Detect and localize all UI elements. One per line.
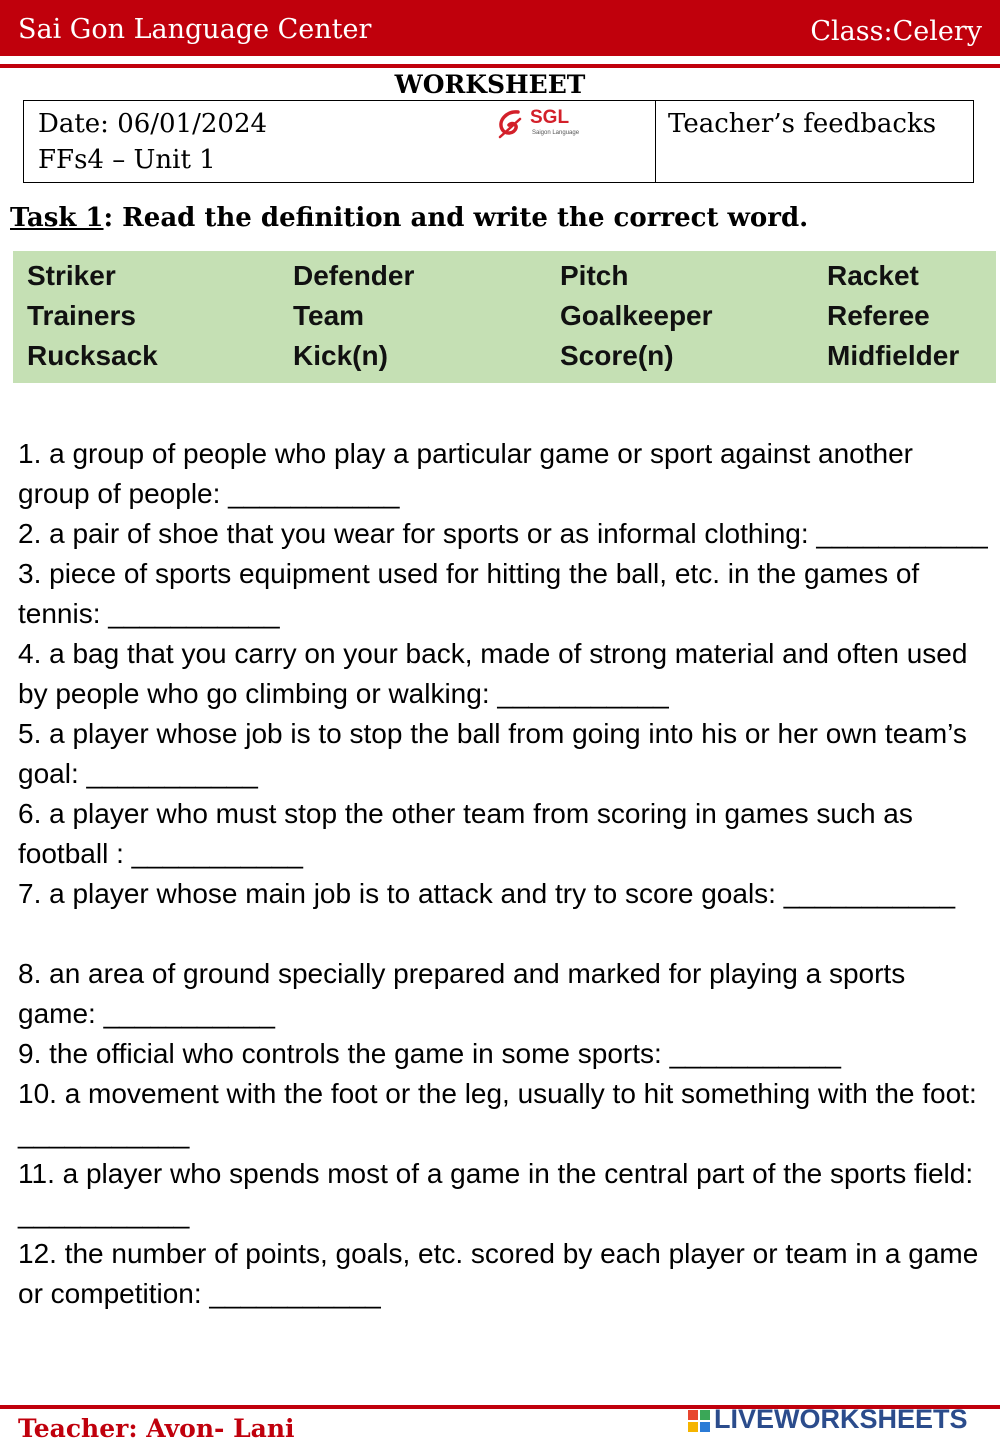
question-text: 4. a bag that you carry on your back, made of strong material and often used by people who go climbing or walking: xyxy=(18,638,968,709)
question-item xyxy=(18,1034,988,1074)
word-bank-item: Score(n) xyxy=(560,340,674,371)
question-text: 3. piece of sports equipment used for hitting the ball, etc. in the games of tennis: xyxy=(18,558,920,629)
question-text: 5. a player whose job is to stop the ball from going into his or her own team’s goal: xyxy=(18,718,967,789)
question-item xyxy=(18,1234,988,1314)
word-bank-item: Defender xyxy=(293,260,415,291)
answer-blank[interactable]: ___________ xyxy=(18,1198,190,1229)
info-left-cell xyxy=(24,101,656,182)
word-bank-item: Racket xyxy=(827,260,919,291)
question-item xyxy=(18,434,988,514)
question-text: 11. a player who spends most of a game in the central part of the sports field: xyxy=(18,1158,974,1189)
answer-blank[interactable]: ___________ xyxy=(209,1278,381,1309)
question-text: 8. an area of ground specially prepared and marked for playing a sports game: xyxy=(18,958,906,1029)
answer-blank[interactable]: ___________ xyxy=(86,758,258,789)
question-list xyxy=(18,434,988,1314)
sgl-logo xyxy=(494,107,594,143)
question-text: 9. the official who controls the game in some sports: xyxy=(18,1038,662,1069)
question-text: 7. a player whose main job is to attack and try to score goals: xyxy=(18,878,776,909)
word-bank-item: Trainers xyxy=(27,300,136,331)
info-box xyxy=(23,100,974,183)
question-text: 12. the number of points, goals, etc. scored by each player or team in a game or competition: xyxy=(18,1238,979,1309)
logo-swirl-icon xyxy=(494,107,528,141)
task-heading xyxy=(10,203,808,233)
question-item xyxy=(18,514,988,554)
word-bank-item: Kick(n) xyxy=(293,340,388,371)
answer-blank[interactable]: ___________ xyxy=(816,518,988,549)
answer-blank[interactable]: ___________ xyxy=(103,998,275,1029)
answer-blank[interactable]: ___________ xyxy=(108,598,280,629)
task-instruction: : Read the definition and write the correct word. xyxy=(103,203,809,233)
question-item xyxy=(18,634,988,714)
answer-blank[interactable]: ___________ xyxy=(497,678,669,709)
answer-blank[interactable]: ___________ xyxy=(783,878,956,909)
word-bank-item: Referee xyxy=(827,300,930,331)
class-label: Class:Celery xyxy=(810,16,982,47)
question-text: 2. a pair of shoe that you wear for sports or as informal clothing: xyxy=(18,518,809,549)
word-bank-item: Goalkeeper xyxy=(560,300,713,331)
question-item xyxy=(18,954,988,1034)
liveworksheets-grid-icon xyxy=(688,1410,710,1432)
logo-text: SGL xyxy=(530,107,570,128)
answer-blank[interactable]: ___________ xyxy=(18,1118,190,1149)
header-divider xyxy=(0,64,1000,68)
word-bank-item: Striker xyxy=(27,260,116,291)
task-label: Task 1 xyxy=(10,203,104,233)
question-text: 10. a movement with the foot or the leg, usually to hit something with the foot: xyxy=(18,1078,977,1109)
answer-blank[interactable]: ___________ xyxy=(669,1038,841,1069)
answer-blank[interactable]: ___________ xyxy=(131,838,303,869)
word-bank-item: Midfielder xyxy=(827,340,960,371)
question-item xyxy=(18,554,988,634)
word-bank xyxy=(13,251,996,383)
answer-blank[interactable]: ___________ xyxy=(228,478,400,509)
question-item xyxy=(18,794,988,874)
word-bank-item: Rucksack xyxy=(27,340,158,371)
question-spacer xyxy=(18,914,988,954)
center-name: Sai Gon Language Center xyxy=(18,14,372,45)
worksheet-title: WORKSHEET xyxy=(394,70,586,99)
question-item xyxy=(18,874,988,914)
liveworksheets-logo xyxy=(688,1404,988,1438)
question-text: 6. a player who must stop the other team from scoring in games such as football : xyxy=(18,798,913,869)
date-text: Date: 06/01/2024 xyxy=(38,109,268,139)
question-text: 1. a group of people who play a particular game or sport against another group of people: xyxy=(18,438,914,509)
teacher-feedback-label: Teacher’s feedbacks xyxy=(668,109,937,139)
question-item xyxy=(18,1154,988,1234)
word-bank-item: Pitch xyxy=(560,260,629,291)
question-item xyxy=(18,1074,988,1154)
header-bar xyxy=(0,0,1000,56)
unit-text: FFs4 – Unit 1 xyxy=(38,145,216,175)
liveworksheets-brand: LIVEWORKSHEETS xyxy=(714,1404,968,1434)
word-bank-item: Team xyxy=(293,300,365,331)
logo-subtext: Saigon Language xyxy=(532,130,580,136)
question-item xyxy=(18,714,988,794)
teacher-name: Teacher: Avon- Lani xyxy=(18,1414,295,1443)
